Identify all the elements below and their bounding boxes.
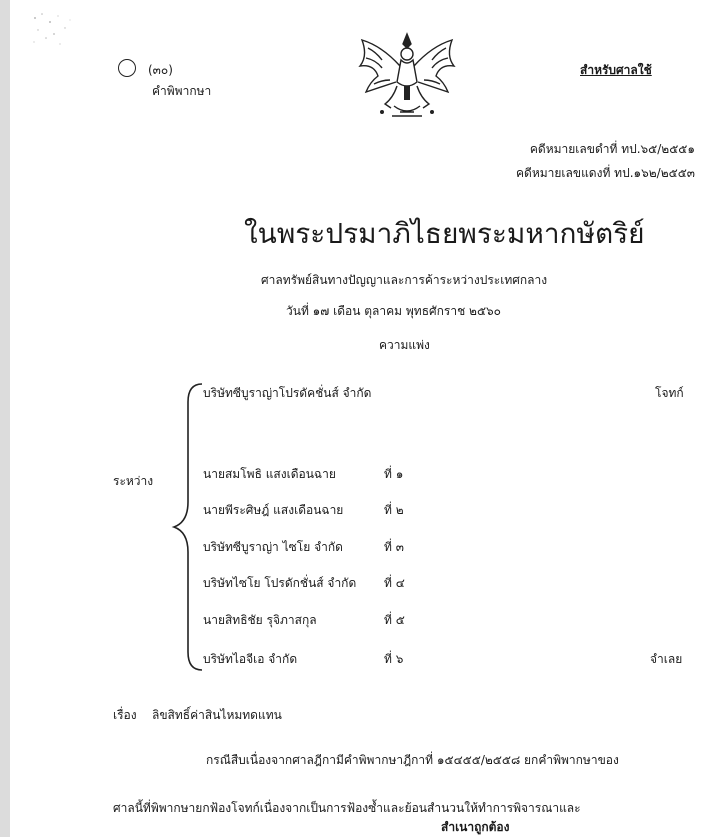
defendant-number: ที่ ๕ — [384, 613, 405, 627]
garuda-emblem-icon — [352, 26, 462, 124]
document-type: คำพิพากษา — [152, 84, 212, 98]
plaintiff-name: บริษัทซีบูราญ่าโปรดัคชั่นส์ จำกัด — [203, 386, 372, 400]
red-case-number: คดีหมายเลขแดงที่ ทป.๑๖๒/๒๕๕๓ — [516, 166, 695, 180]
defendant-role: จำเลย — [650, 652, 683, 666]
circle-mark-icon — [118, 59, 136, 77]
defendant-name: บริษัทไซโย โปรดักชั่นส์ จำกัด — [203, 576, 357, 590]
form-number: (๓๐) — [148, 63, 173, 77]
black-case-number: คดีหมายเลขดำที่ ทป.๖๕/๒๕๕๑ — [529, 142, 695, 156]
defendant-name: บริษัทไอจีเอ จำกัด — [203, 652, 298, 666]
defendant-number: ที่ ๔ — [384, 576, 405, 590]
defendant-number: ที่ ๑ — [384, 467, 404, 481]
subject-text: ลิขสิทธิ์ค่าสินไหมทดแทน — [152, 708, 282, 722]
case-kind: ความแพ่ง — [379, 338, 430, 352]
certified-copy-label: สำเนาถูกต้อง — [441, 820, 510, 834]
scan-edge — [0, 0, 10, 837]
defendant-name: นายสิทธิชัย รุจิภาสกุล — [203, 613, 317, 627]
body-line-1: กรณีสืบเนื่องจากศาลฎีกามีคำพิพากษาฎีกาที่ ๑๕๔๕๕/๒๕๕๘ ยกคำพิพากษาของ — [206, 753, 619, 767]
body-line-2: ศาลนี้ที่พิพากษายกฟ้องโจทก์เนื่องจากเป็นการฟ้องซ้ำและย้อนสำนวนให้ทำการพิจารณาและ — [113, 801, 581, 815]
defendant-number: ที่ ๖ — [384, 652, 404, 666]
defendant-number: ที่ ๒ — [384, 503, 404, 517]
judgment-date: วันที่ ๑๗ เดือน ตุลาคม พุทธศักราช ๒๕๖๐ — [286, 304, 501, 318]
subject-label: เรื่อง — [113, 708, 137, 722]
defendant-name: บริษัทซีบูราญ่า ไซโย จำกัด — [203, 540, 343, 554]
court-use-label: สำหรับศาลใช้ — [580, 63, 652, 77]
between-label: ระหว่าง — [113, 474, 154, 488]
scan-smudge — [30, 8, 80, 53]
defendant-name: นายพีระศิษฎ์ แสงเดือนฉาย — [203, 503, 344, 517]
defendant-name: นายสมโพธิ แสงเดือนฉาย — [203, 467, 336, 481]
court-name: ศาลทรัพย์สินทางปัญญาและการค้าระหว่างประเทศกลาง — [261, 273, 548, 287]
defendant-number: ที่ ๓ — [384, 540, 404, 554]
plaintiff-role: โจทก์ — [655, 386, 684, 400]
royal-heading: ในพระปรมาภิไธยพระมหากษัตริย์ — [244, 217, 645, 250]
